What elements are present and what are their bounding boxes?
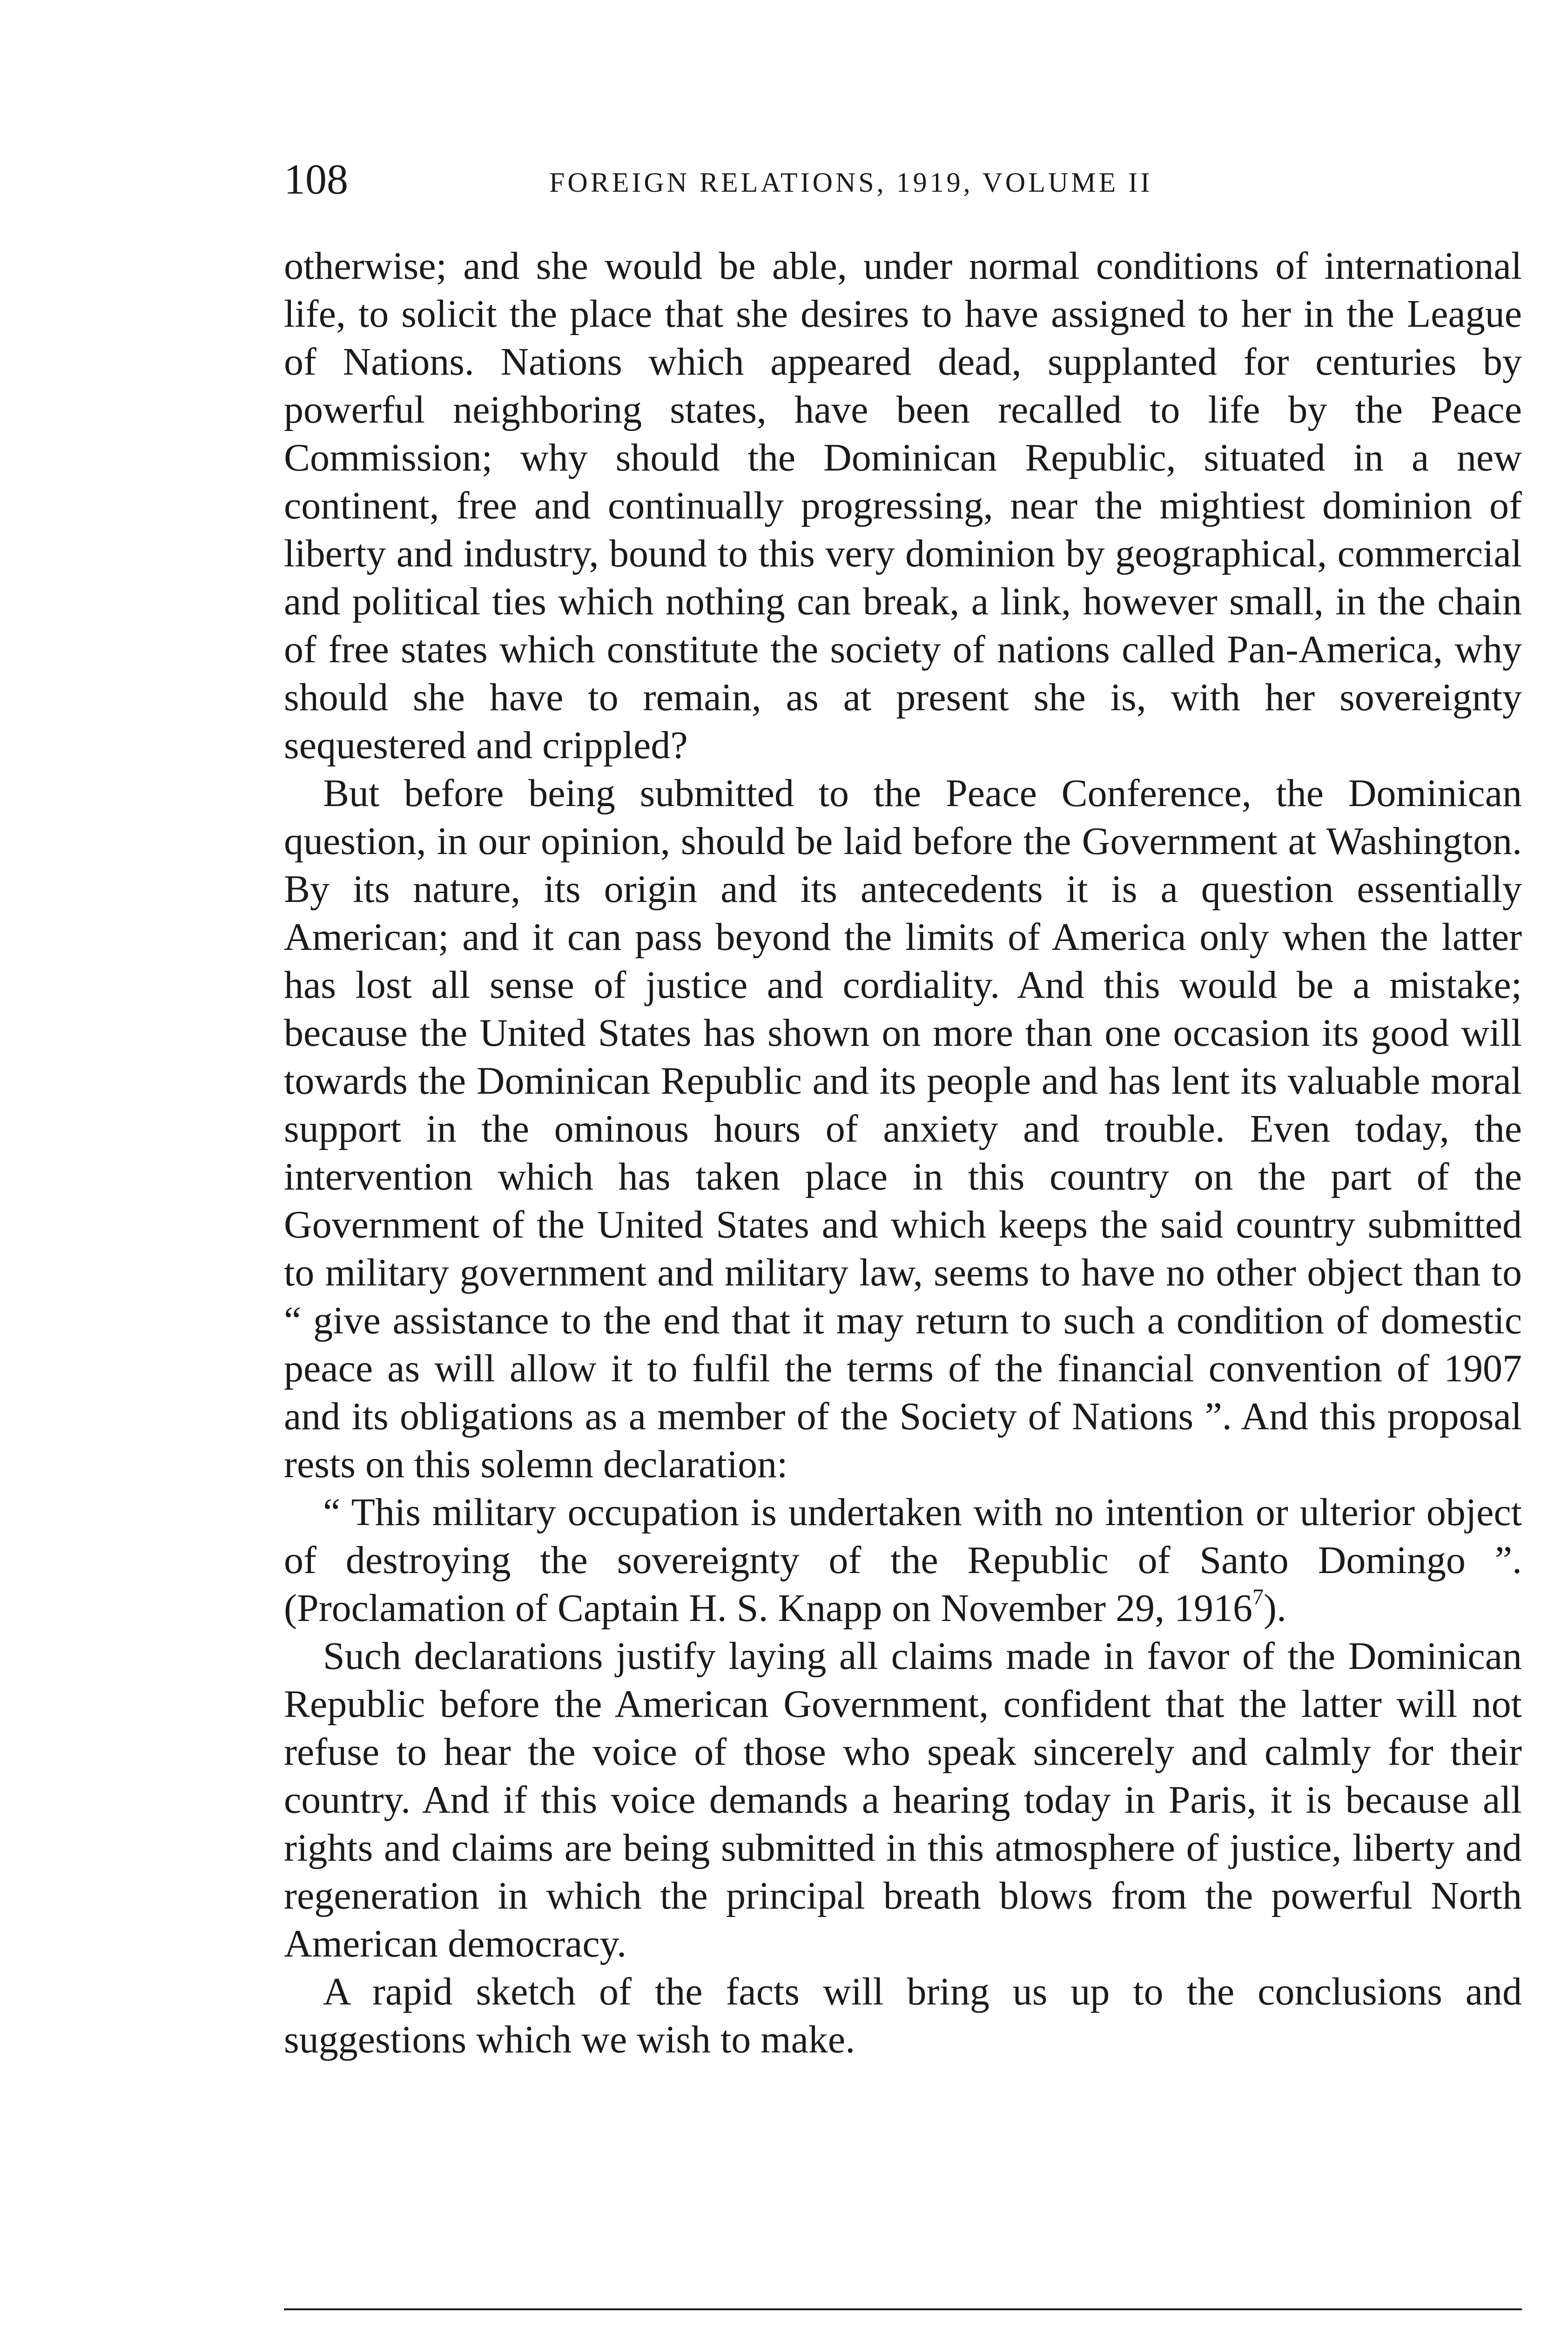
footnote-divider (284, 2308, 1522, 2310)
body-text (284, 242, 1522, 2064)
running-title: FOREIGN RELATIONS, 1919, VOLUME II (549, 167, 1153, 198)
running-head (284, 154, 1522, 214)
quoted-proclamation (284, 1488, 1522, 1632)
quote-closing: ). (1263, 1587, 1286, 1630)
paragraph-1: otherwise; and she would be able, under normal conditions of international life, to solicit the place that she desires to have assigned to her in the League of Nations. Nations which appeared dead, supplanted for centuries by powerful neighboring states, have been recalled to life by the Peace Commission; why should the Dominican Republic, situated in a new continent, free and continually progressing, near the mightiest dominion of liberty and industry, bound to this very dominion by geographical, commercial and political ties which nothing can break, a link, however small, in the chain of free states which constitute the society of nations called Pan-America, why should she have to remain, as at present she is, with her sovereignty sequestered and crippled? (284, 244, 1522, 767)
paragraph-4: A rapid sketch of the facts will bring us up to the conclusions and suggestions which we wish to make. (284, 1970, 1522, 2061)
paragraph-2: But before being submitted to the Peace Conference, the Dominican question, in our opinion, should be laid before the Government at Washington. By its nature, its origin and its antecedents it is a question essentially American; and it can pass beyond the limits of America only when the latter has lost all sense of justice and cordiality. And this would be a mistake; because the United States has shown on more than one occasion its good will towards the Dominican Republic and its people and has lent its valuable moral support in the ominous hours of anxiety and trouble. Even today, the intervention which has taken place in this country on the part of the Government of the United States and which keeps the said country submitted to military government and military law, seems to have no other object than to “ give assistance to the end that it may return to such a condition of domestic peace as will allow it to fulfil the terms of the financial convention of 1907 and its obligations as a member of the Society of Nations ”. And this proposal rests on this solemn declaration: (284, 772, 1522, 1486)
page-number: 108 (284, 155, 348, 203)
footnote-reference[interactable]: 7 (1252, 1585, 1264, 1609)
paragraph-3: Such declarations justify laying all claims made in favor of the Dominican Republic before the American Government, confident that the latter will not refuse to hear the voice of those who speak sincerely and calmly for their country. And if this voice demands a hearing today in Paris, it is because all rights and claims are being submitted in this atmosphere of justice, liberty and regeneration in which the principal breath blows from the powerful North American democracy. (284, 1634, 1522, 1965)
quote-text: “ This military occupation is undertaken with no intention or ulterior object of destroying the sovereignty of the Republic of Santo Domingo ”. (Proclamation of Captain H. S. Knapp on November 29, 1916 (284, 1491, 1522, 1630)
